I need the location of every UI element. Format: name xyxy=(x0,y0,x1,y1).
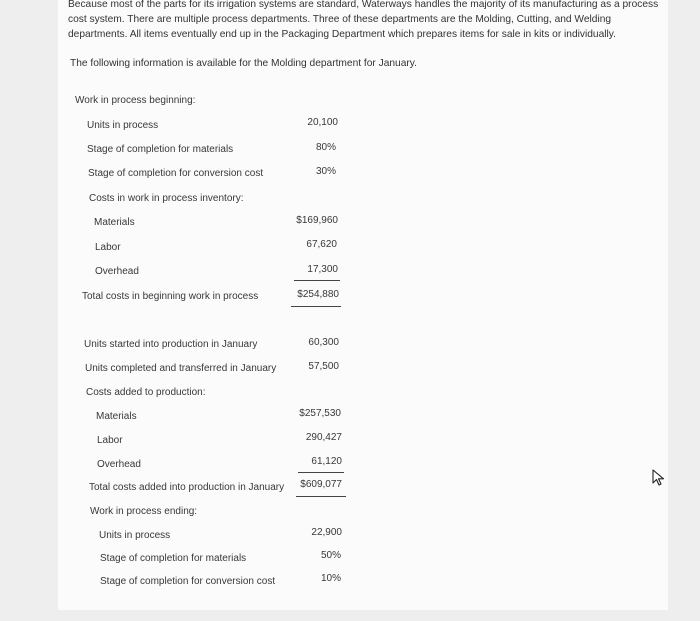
added-materials-label: Materials xyxy=(96,411,137,422)
stage-materials-label: Stage of completion for materials xyxy=(87,144,234,155)
intro-line-1: Because most of the parts for its irrigation systems are standard, Waterways handles the majority of its manufacturing as a process xyxy=(68,0,659,10)
labor-label: Labor xyxy=(95,242,121,253)
end-stage-conversion-value: 10% xyxy=(320,573,341,584)
total-beginning-label: Total costs in beginning work in process xyxy=(82,291,259,302)
added-labor-value: 290,427 xyxy=(305,432,342,443)
intro-line-2: cost system. There are multiple process departments. Three of these departments are the Molding, Cutting, and Welding xyxy=(68,14,612,25)
document-page xyxy=(58,0,668,610)
costs-added-label: Costs added to production: xyxy=(86,387,206,398)
wip-ending-label: Work in process ending: xyxy=(90,506,198,517)
units-completed-value: 57,500 xyxy=(308,361,339,372)
intro-line-3: departments. All items eventually end up in the Packaging Department which prepares items for sale in kits or individually. xyxy=(68,29,616,40)
materials-value: $169,960 xyxy=(296,215,338,226)
costs-wip-label: Costs in work in process inventory: xyxy=(89,193,244,204)
units-in-process-label: Units in process xyxy=(87,120,159,131)
end-units-value: 22,900 xyxy=(311,527,342,538)
units-started-value: 60,300 xyxy=(308,337,339,348)
stage-materials-value: 80% xyxy=(315,142,336,153)
total-added-label: Total costs added into production in January xyxy=(89,482,285,493)
total-beginning-value: $254,880 xyxy=(297,289,339,300)
total-rule xyxy=(291,306,341,307)
units-completed-label: Units completed and transferred in January xyxy=(85,363,277,374)
intro-paragraph xyxy=(68,0,668,42)
overhead-value: 17,300 xyxy=(307,264,338,275)
added-total-rule xyxy=(296,496,346,497)
overhead-label: Overhead xyxy=(95,266,139,277)
stage-conversion-value: 30% xyxy=(315,166,336,177)
materials-label: Materials xyxy=(94,217,135,228)
added-subtotal-rule xyxy=(298,472,344,473)
labor-value: 67,620 xyxy=(306,239,337,250)
end-units-label: Units in process xyxy=(99,530,171,541)
units-started-label: Units started into production in January xyxy=(84,339,258,350)
mouse-pointer-icon xyxy=(651,469,667,487)
section-heading: The following information is available for the Molding department for January. xyxy=(70,58,417,69)
end-stage-materials-value: 50% xyxy=(320,550,341,561)
stage-conversion-label: Stage of completion for conversion cost xyxy=(88,168,264,179)
end-stage-conversion-label: Stage of completion for conversion cost xyxy=(100,576,276,587)
wip-beginning-label: Work in process beginning: xyxy=(75,95,196,106)
added-overhead-value: 61,120 xyxy=(311,456,342,467)
units-in-process-value: 20,100 xyxy=(307,117,338,128)
total-added-value: $609,077 xyxy=(300,479,342,490)
added-materials-value: $257,530 xyxy=(299,408,341,419)
end-stage-materials-label: Stage of completion for materials xyxy=(100,553,247,564)
added-overhead-label: Overhead xyxy=(97,459,141,470)
added-labor-label: Labor xyxy=(97,435,123,446)
subtotal-rule xyxy=(294,280,340,281)
